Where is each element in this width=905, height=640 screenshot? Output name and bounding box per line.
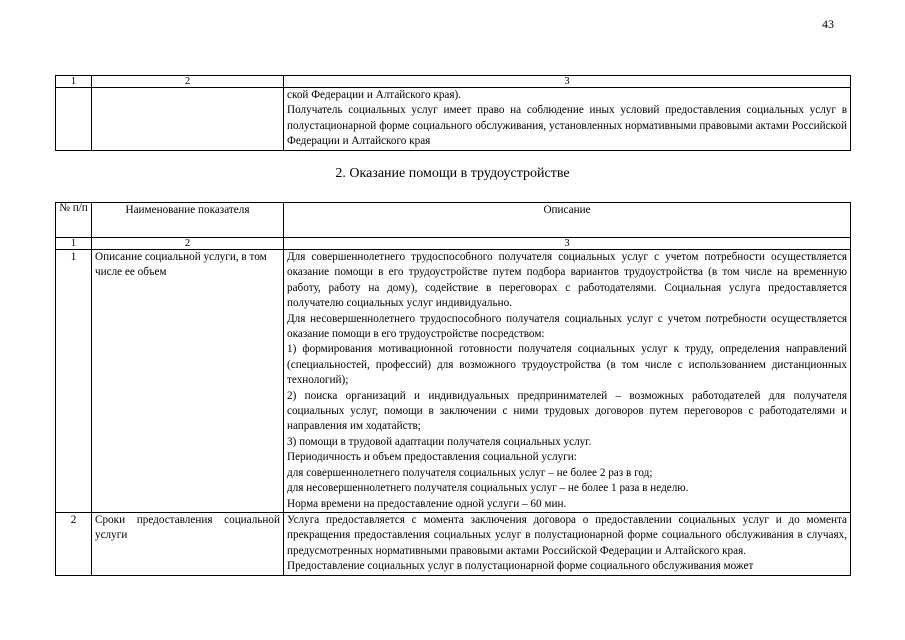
column-number-2: 2: [92, 238, 284, 250]
page-number: 43: [822, 17, 834, 31]
description-cell: [284, 88, 851, 151]
description-paragraph: Для совершеннолетнего трудоспособного получателя социальных услуг с учетом потребности осуществляется оказание помощи в его трудоустройстве путем подбора вариантов трудоустройства (в том числе на временную работу, работу на дому), содействие в переговорах с работодателями. Социальная услуга предоставляется получателю социальных услуг индивидуально.: [287, 251, 847, 310]
table-row: [56, 250, 851, 513]
description-paragraph: Предоставление социальных услуг в полустационарной форме социального обслуживания может: [287, 560, 754, 573]
indicator-name-cell: Сроки предоставления социальной услуги: [92, 512, 284, 575]
indicator-name-cell: [92, 88, 284, 151]
description-paragraph: Для несовершеннолетнего трудоспособного получателя социальных услуг с учетом потребности осуществляется оказание помощи в его трудоустройстве посредством:: [287, 312, 847, 341]
row-number-cell: 1: [56, 250, 92, 513]
header-description: Описание: [284, 203, 851, 238]
description-paragraph: для несовершеннолетнего получателя социальных услуг – не более 1 раза в неделю.: [287, 482, 689, 495]
row-number-cell: [56, 88, 92, 151]
description-paragraph: 1) формирования мотивационной готовности получателя социальных услуг к труду, определения направлений (специальностей, профессий) для возможного трудоустройства (в том числе с использованием дистанционных технологий);: [287, 343, 847, 387]
column-number-row: [56, 76, 851, 88]
description-cell: [284, 512, 851, 575]
row-number-cell: 2: [56, 512, 92, 575]
description-paragraph: ской Федерации и Алтайского края).: [287, 89, 462, 101]
header-number: № п/п: [56, 203, 92, 238]
column-number-1: 1: [56, 76, 92, 88]
column-number-3: 3: [284, 238, 851, 250]
service-table: [55, 202, 851, 576]
description-paragraph: 3) помощи в трудовой адаптации получателя социальных услуг.: [287, 435, 592, 448]
section-title: 2. Оказание помощи в трудоустройстве: [335, 166, 570, 181]
description-paragraph: 2) поиска организаций и индивидуальных предпринимателей – возможных работодателей для получателя социальных услуг, помощи в заключении с ними трудовых договоров путем переговоров с работодателями и направления им ходатайств;: [287, 389, 847, 433]
continued-table: [55, 75, 851, 151]
column-number-3: 3: [284, 76, 851, 88]
description-cell: [284, 250, 851, 513]
table-row: [56, 88, 851, 151]
header-row: [56, 203, 851, 238]
table-row: [56, 512, 851, 575]
description-paragraph: Периодичность и объем предоставления социальной услуги:: [287, 451, 577, 464]
column-number-row: [56, 238, 851, 250]
header-indicator-name: Наименование показателя: [92, 203, 284, 238]
description-paragraph: Норма времени на предоставление одной услуги – 60 мин.: [287, 497, 567, 510]
description-paragraph: для совершеннолетнего получателя социальных услуг – не более 2 раз в год;: [287, 466, 653, 479]
description-paragraph: Услуга предоставляется с момента заключения договора о предоставлении социальных услуг и до момента прекращения предоставления социальных услуг в полустационарной форме социального обслуживания в случаях, предусмотренных нормативными правовыми актами Российской Федерации и Алтайского края.: [287, 513, 847, 557]
description-paragraph: Получатель социальных услуг имеет право на соблюдение иных условий предоставления социальных услуг в полустационарной форме социального обслуживания, установленных нормативными правовыми актами Российской Федерации и Алтайского края: [287, 104, 847, 148]
column-number-1: 1: [56, 238, 92, 250]
indicator-name-cell: Описание социальной услуги, в том числе ее объем: [92, 250, 284, 513]
column-number-2: 2: [92, 76, 284, 88]
